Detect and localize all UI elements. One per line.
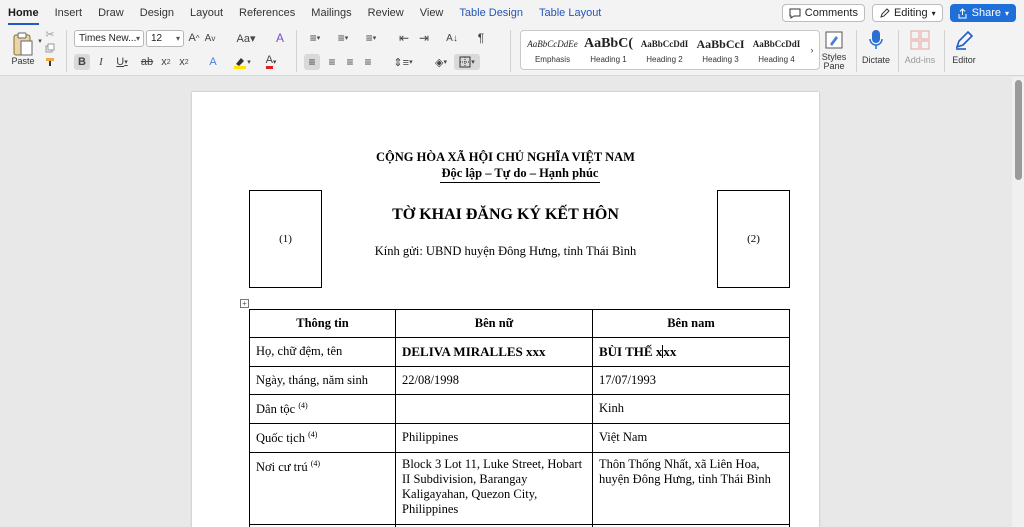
- row-label: Quốc tịch: [256, 431, 305, 446]
- font-name-select[interactable]: [74, 30, 144, 47]
- show-formatting-icon[interactable]: ¶: [477, 31, 485, 45]
- italic-button[interactable]: I: [99, 56, 103, 68]
- male-value: Thôn Thống Nhất, xã Liên Hoa, huyện Đông Hưng, tỉnh Thái Bình: [599, 457, 771, 487]
- align-right-button[interactable]: ≡: [346, 55, 354, 69]
- editor-button[interactable]: [952, 28, 976, 52]
- justify-button[interactable]: ≡: [364, 55, 372, 69]
- bold-button[interactable]: B: [74, 54, 90, 70]
- table-cell-label[interactable]: [250, 367, 396, 395]
- dictate-button[interactable]: [864, 28, 888, 52]
- paste-button[interactable]: [8, 29, 38, 59]
- style-heading-4[interactable]: [749, 33, 804, 69]
- table-cell-female[interactable]: [396, 395, 593, 424]
- table-cell-label[interactable]: [250, 395, 396, 424]
- row-label: Họ, chữ đệm, tên: [256, 344, 343, 358]
- table-cell-female[interactable]: [396, 453, 593, 525]
- dictate-label: Dictate: [861, 55, 890, 65]
- male-value: Kinh: [599, 401, 624, 415]
- chevron-down-icon: ▾: [135, 34, 140, 43]
- header-cell-info[interactable]: Thông tin: [250, 310, 396, 338]
- female-value: DELIVA MIRALLES xxx: [402, 344, 546, 359]
- tab-table-layout[interactable]: Table Layout: [538, 7, 602, 19]
- table-cell-male[interactable]: [593, 367, 790, 395]
- style-emphasis[interactable]: [525, 33, 580, 69]
- style-sample: AaBbCcDdI: [640, 39, 689, 49]
- tab-view[interactable]: View: [419, 7, 444, 19]
- shading-icon[interactable]: ◈ ▾: [435, 56, 447, 69]
- style-name: Heading 4: [758, 55, 795, 64]
- male-value-part: BÙI THẾ x: [599, 344, 663, 359]
- text-effects-icon[interactable]: A: [209, 56, 217, 68]
- style-sample: AaBbC(: [583, 36, 633, 51]
- table-cell-male[interactable]: [593, 338, 790, 367]
- tab-home-label: Home: [8, 7, 39, 25]
- table-cell-label[interactable]: [250, 338, 396, 367]
- add-ins-button[interactable]: [908, 28, 932, 52]
- font-size-select[interactable]: [146, 30, 184, 47]
- style-name: Heading 2: [646, 55, 683, 64]
- style-sample: AaBbCcDdI: [752, 39, 801, 49]
- style-sample: AaBbCcI: [696, 37, 745, 51]
- comments-button[interactable]: [782, 4, 865, 22]
- table-row: [250, 367, 790, 395]
- highlight-color-icon[interactable]: ▾: [232, 54, 252, 70]
- female-value: Block 3 Lot 11, Luke Street, Hobart II Subdivision, Barangay Kaligayahan, Quezon City, Philippines: [402, 457, 583, 517]
- tab-layout[interactable]: Layout: [190, 7, 224, 19]
- chevron-down-icon: ▾: [931, 8, 936, 18]
- paste-options-caret[interactable]: ▾: [38, 38, 42, 45]
- decrease-indent-icon[interactable]: ⇤: [398, 31, 410, 45]
- underline-button[interactable]: U ▾: [116, 56, 128, 68]
- font-size-value: 12: [151, 33, 163, 44]
- top-right-actions: [782, 4, 1016, 22]
- comments-label: Comments: [804, 7, 858, 19]
- female-value: Philippines: [402, 430, 459, 445]
- row-label: Dân tộc: [256, 402, 296, 417]
- tab-references[interactable]: References: [239, 7, 296, 19]
- table-cell-label[interactable]: [250, 453, 396, 525]
- style-name: Heading 3: [702, 55, 739, 64]
- shrink-font-icon[interactable]: A v: [204, 32, 216, 44]
- photo-box-right: [717, 190, 790, 288]
- style-heading-1[interactable]: [581, 33, 636, 69]
- editor-pen-icon: [954, 30, 974, 50]
- male-value: 17/07/1993: [599, 373, 656, 387]
- header-cell-male[interactable]: Bên nam: [593, 310, 790, 338]
- national-header: CỘNG HÒA XÃ HỘI CHỦ NGHĨA VIỆT NAM: [376, 150, 635, 164]
- ribbon-tabs: [0, 0, 1024, 26]
- change-case-icon[interactable]: Aa▾: [236, 32, 256, 45]
- tab-review[interactable]: Review: [367, 7, 404, 19]
- photo-left-label: (1): [279, 233, 292, 245]
- vertical-scrollbar[interactable]: [1012, 77, 1024, 527]
- style-heading-3[interactable]: [693, 33, 748, 69]
- add-ins-icon: [910, 30, 930, 50]
- footnote-ref: (4): [310, 459, 321, 469]
- pencil-icon: [879, 8, 890, 19]
- male-value: Việt Nam: [599, 430, 648, 445]
- row-label: Nơi cư trú: [256, 460, 308, 475]
- clear-formatting-icon[interactable]: A: [275, 31, 284, 45]
- table-row: [250, 453, 790, 525]
- font-color-icon[interactable]: A ▾: [260, 54, 282, 70]
- editor-label: Editor: [952, 55, 976, 65]
- chevron-down-icon: ▾: [175, 34, 180, 43]
- styles-pane-label: Styles Pane: [821, 52, 847, 71]
- scrollbar-thumb[interactable]: [1015, 80, 1022, 180]
- table-cell-label[interactable]: [250, 424, 396, 453]
- increase-indent-icon[interactable]: ⇥: [418, 31, 430, 45]
- table-move-handle[interactable]: +: [240, 299, 249, 308]
- cut-icon[interactable]: ✂: [45, 28, 55, 41]
- paste-label: Paste: [11, 56, 35, 66]
- table-cell-male[interactable]: [593, 424, 790, 453]
- styles-gallery: [520, 30, 820, 70]
- tab-home[interactable]: [0, 0, 47, 26]
- row-label: Ngày, tháng, năm sinh: [256, 373, 369, 387]
- table-cell-male[interactable]: [593, 453, 790, 525]
- table-cell-male[interactable]: [593, 395, 790, 424]
- microphone-icon: [869, 29, 883, 51]
- format-painter-icon[interactable]: [44, 56, 56, 68]
- chevron-down-icon: ▾: [1004, 8, 1009, 18]
- numbering-icon[interactable]: ≡ ▾: [337, 31, 349, 45]
- styles-pane-button[interactable]: [822, 28, 846, 52]
- addressee-line: Kính gửi: UBND huyện Đông Hưng, tỉnh Thái Bình: [374, 244, 637, 258]
- subscript-button[interactable]: x 2: [161, 56, 171, 68]
- clipboard-icon: [12, 31, 34, 57]
- table-row: [250, 338, 790, 367]
- footnote-ref: (4): [308, 430, 318, 440]
- superscript-button[interactable]: x 2: [179, 56, 189, 68]
- line-spacing-icon[interactable]: ⇕≡ ▾: [393, 56, 413, 69]
- table-cell-female[interactable]: [396, 367, 593, 395]
- style-sample: AaBbCcDdEe: [527, 39, 578, 49]
- share-label: Share: [971, 7, 1001, 19]
- editing-mode-button[interactable]: [872, 4, 943, 22]
- document-canvas[interactable]: [0, 77, 1012, 527]
- strikethrough-button[interactable]: ab: [140, 56, 154, 68]
- photo-right-label: (2): [747, 233, 760, 245]
- bullets-icon[interactable]: ≡ ▾: [309, 31, 321, 45]
- table-cell-female[interactable]: [396, 424, 593, 453]
- table-row: [250, 395, 790, 424]
- tab-table-design[interactable]: Table Design: [459, 7, 523, 19]
- align-left-button[interactable]: ≡: [304, 54, 320, 70]
- add-ins-label: Add-ins: [904, 55, 936, 65]
- male-value-part: xx: [663, 344, 677, 359]
- style-name: Heading 1: [590, 55, 627, 64]
- tab-draw[interactable]: Draw: [98, 7, 124, 19]
- styles-more-chevron-icon[interactable]: ›: [810, 45, 814, 55]
- national-motto: Độc lập – Tự do – Hạnh phúc: [440, 166, 600, 183]
- tab-design[interactable]: Design: [139, 7, 174, 19]
- font-name-value: Times New...: [79, 33, 137, 44]
- photo-box-left: [249, 190, 322, 288]
- document-title: TỜ KHAI ĐĂNG KÝ KẾT HÔN: [392, 206, 619, 223]
- table-header-row: [250, 310, 790, 338]
- style-heading-2[interactable]: [637, 33, 692, 69]
- share-button[interactable]: [950, 4, 1016, 22]
- styles-pane-icon: [824, 30, 844, 50]
- grow-font-icon[interactable]: A ^: [188, 32, 200, 44]
- registration-table[interactable]: [249, 309, 790, 527]
- table-cell-female[interactable]: [396, 338, 593, 367]
- tab-mailings[interactable]: Mailings: [311, 7, 352, 19]
- header-cell-female[interactable]: Bên nữ: [396, 310, 593, 338]
- share-icon: [957, 8, 968, 19]
- style-name: Emphasis: [534, 55, 571, 64]
- ribbon-home: [0, 26, 1024, 76]
- copy-icon[interactable]: [44, 42, 56, 54]
- multilevel-list-icon[interactable]: ≡ ▾: [365, 31, 377, 45]
- document-page[interactable]: [192, 92, 819, 527]
- sort-icon[interactable]: A↓: [446, 32, 458, 44]
- female-value: 22/08/1998: [402, 373, 459, 387]
- borders-icon[interactable]: ▾: [454, 54, 480, 70]
- editing-label: Editing: [893, 7, 928, 19]
- table-row: [250, 424, 790, 453]
- tab-insert[interactable]: Insert: [54, 7, 83, 19]
- comment-icon: [789, 8, 801, 19]
- footnote-ref: (4): [298, 401, 308, 410]
- align-center-button[interactable]: ≡: [328, 55, 336, 69]
